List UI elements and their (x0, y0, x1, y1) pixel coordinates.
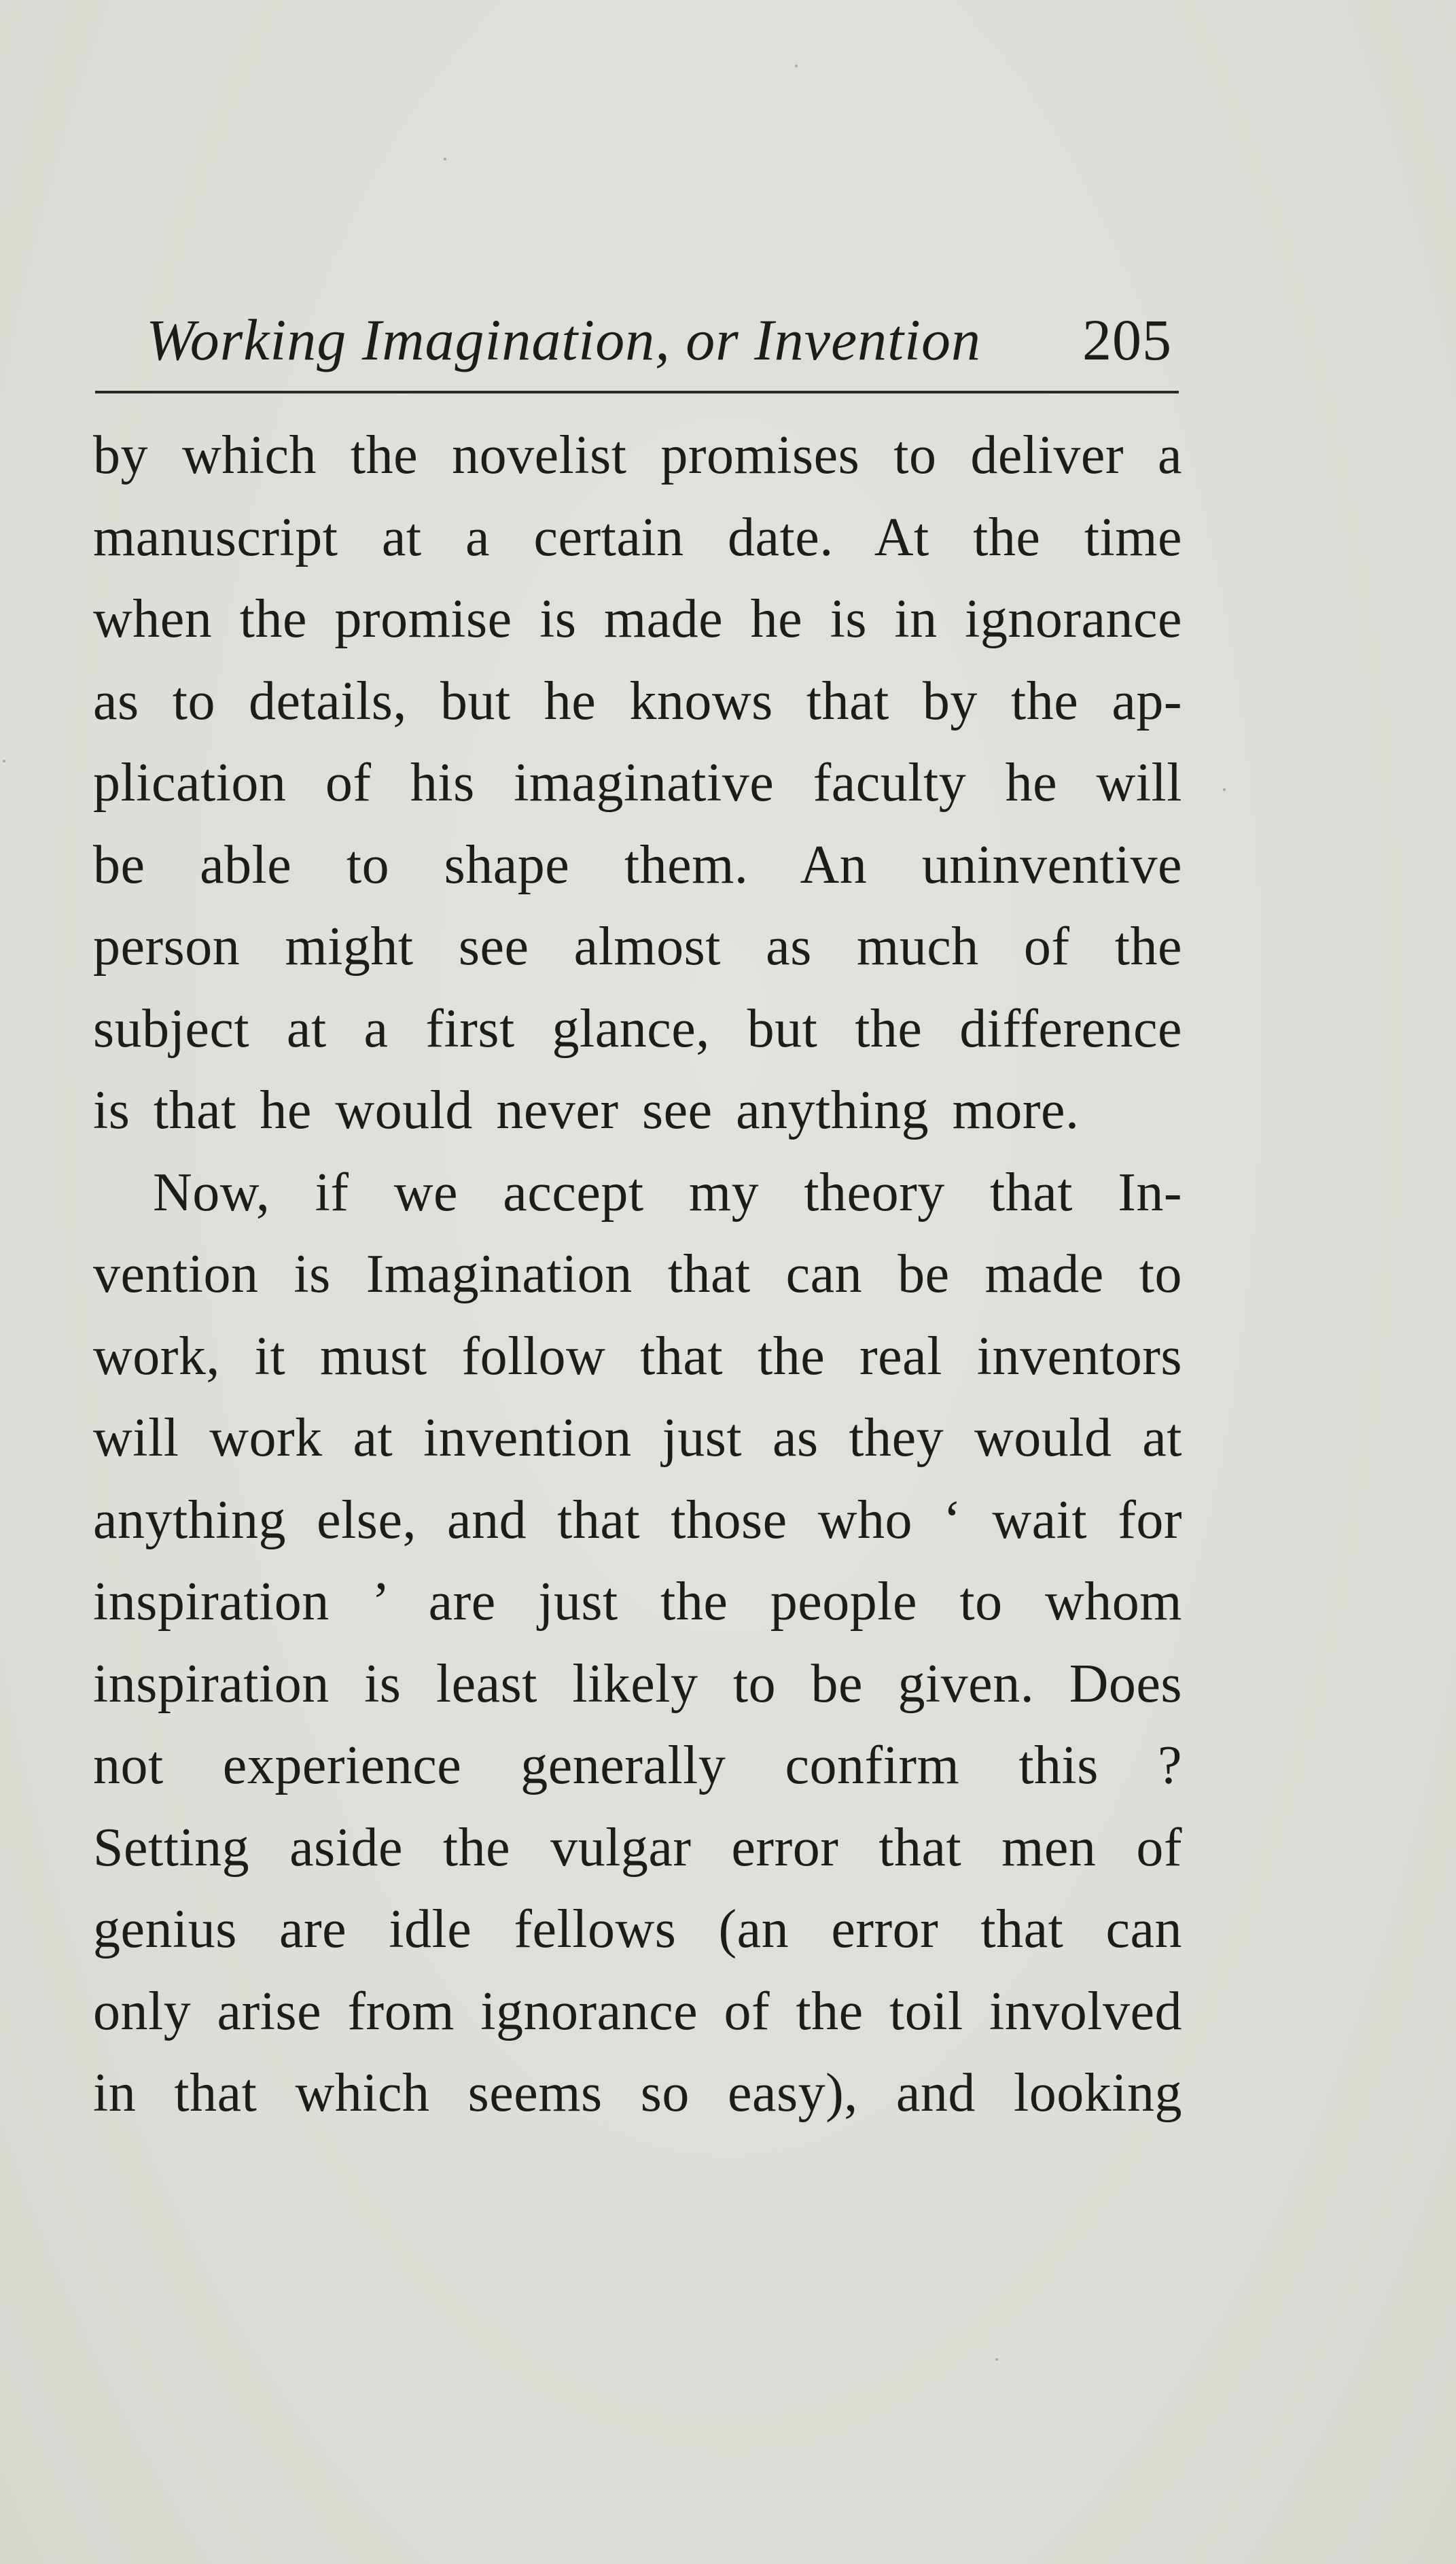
text-line: only arise from ignorance of the toil involved (93, 1981, 1182, 2041)
text-line: anything else, and that those who ‘ wait for (93, 1490, 1182, 1550)
text-line: person might see almost as much of the (93, 917, 1182, 977)
page-number: 205 (1082, 307, 1172, 372)
text-line: plication of his imaginative faculty he will (93, 753, 1182, 813)
text-line: as to details, but he knows that by the ap- (93, 671, 1182, 731)
paper-speck (995, 2358, 998, 2361)
text-line: subject at a first glance, but the difference (93, 998, 1182, 1059)
paper-speck (1223, 788, 1226, 791)
text-line: work, it must follow that the real inventors (93, 1326, 1182, 1386)
text-line: manuscript at a certain date. At the time (93, 507, 1182, 567)
running-head (95, 299, 1179, 394)
text-line: genius are idle fellows (an error that can (93, 1899, 1182, 1959)
text-line: will work at invention just as they would at (93, 1408, 1182, 1468)
text-line: in that which seems so easy), and looking (93, 2063, 1182, 2123)
paper-speck (3, 760, 5, 762)
paragraph-first-line: Now, if we accept my theory that In- (153, 1162, 1182, 1223)
text-line: inspiration ’ are just the people to whom (93, 1572, 1182, 1632)
text-line: Setting aside the vulgar error that men of (93, 1817, 1182, 1878)
text-line: when the promise is made he is in ignorance (93, 589, 1182, 649)
header-rule (95, 391, 1179, 393)
body-text (93, 415, 1182, 2135)
text-line: not experience generally confirm this ? (93, 1736, 1182, 1795)
text-line: by which the novelist promises to deliver a (93, 425, 1182, 485)
text-line: inspiration is least likely to be given. Does (93, 1653, 1182, 1714)
text-line: be able to shape them. An uninventive (93, 835, 1182, 895)
text-line: vention is Imagination that can be made to (93, 1244, 1182, 1304)
paper-speck (795, 65, 798, 67)
paragraph-last-line: is that he would never see anything more. (93, 1081, 1080, 1140)
running-head-title: Working Imagination, or Invention (146, 307, 981, 372)
paper-speck (444, 158, 446, 160)
